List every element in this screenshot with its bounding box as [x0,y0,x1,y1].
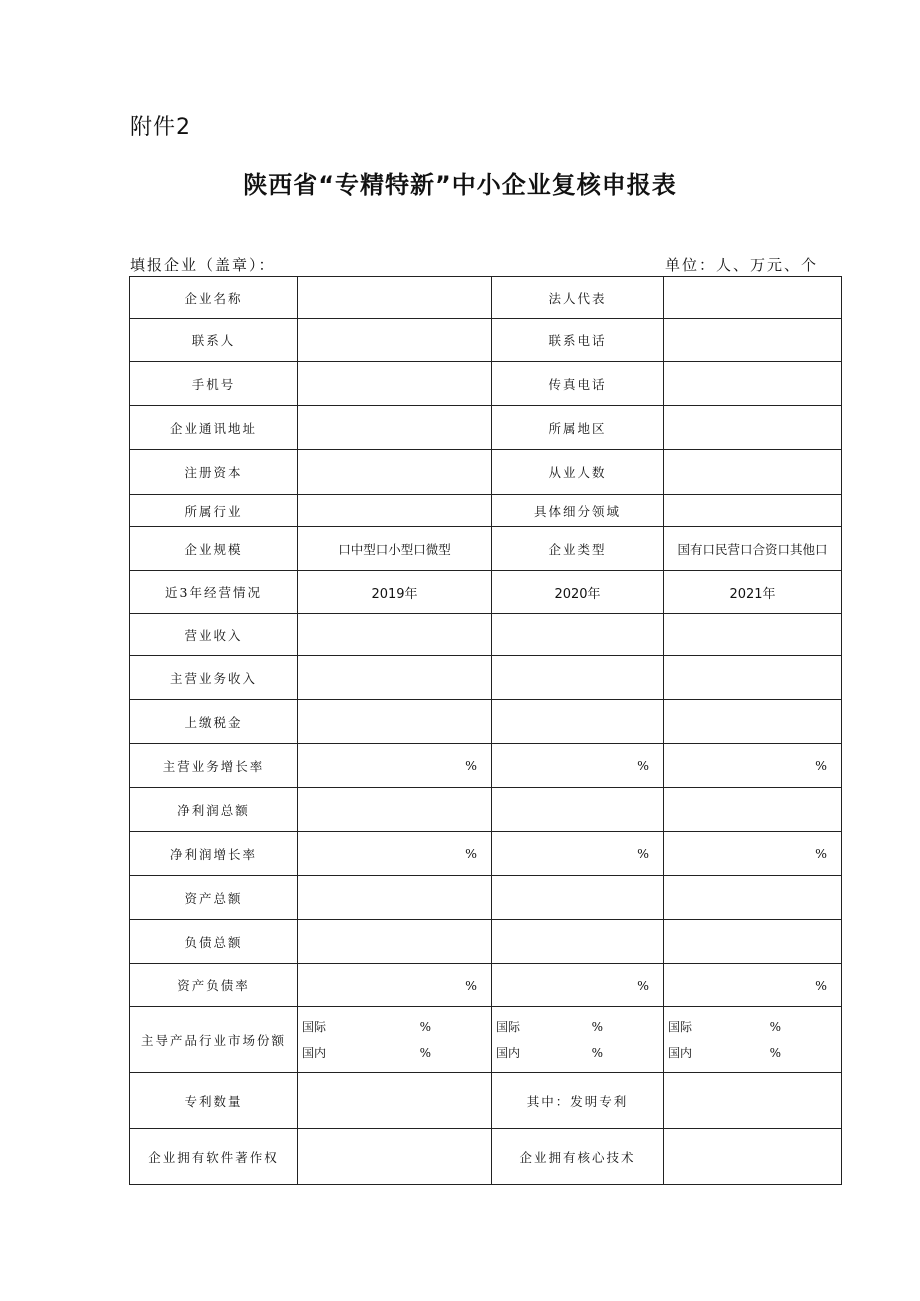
table-row [130,614,842,656]
main-revenue-2019[interactable] [298,656,492,700]
main-revenue-2021[interactable] [664,656,842,700]
pct-sign: % [769,1045,781,1060]
assets-label: 资产总额 [130,876,298,920]
main-revenue-label: 主营业务收入 [130,656,298,700]
region-field[interactable] [664,406,842,450]
net-profit-2020[interactable] [492,788,664,832]
table-row [130,876,842,920]
assets-2019[interactable] [298,876,492,920]
address-field[interactable] [298,406,492,450]
intl-label: 国际 [302,1019,327,1034]
scale-label: 企业规模 [130,527,298,571]
assets-2020[interactable] [492,876,664,920]
core-tech-label: 企业拥有核心技术 [492,1129,664,1185]
market-share-2019[interactable] [298,1007,492,1073]
company-name-label: 企业名称 [130,277,298,319]
software-copyright-label: 企业拥有软件著作权 [130,1129,298,1185]
liabilities-2021[interactable] [664,920,842,964]
scale-options[interactable]: 口中型口小型口微型 [298,527,492,571]
pct-sign: % [769,1019,781,1034]
main-growth-2021[interactable]: % [664,744,842,788]
table-row [130,319,842,362]
year-2021: 2021年 [664,571,842,614]
market-share-2021[interactable] [664,1007,842,1073]
contact-label: 联系人 [130,319,298,362]
revenue-2019[interactable] [298,614,492,656]
company-name-field[interactable] [298,277,492,319]
liabilities-2019[interactable] [298,920,492,964]
attachment-label: 附件2 [130,115,191,140]
table-row [130,450,842,495]
reg-capital-label: 注册资本 [130,450,298,495]
year-2019: 2019年 [298,571,492,614]
table-row [130,920,842,964]
pct-sign: % [419,1045,431,1060]
core-tech-field[interactable] [664,1129,842,1185]
unit-label: 单位：人、万元、个 [665,256,819,274]
ops-label: 近3年经营情况 [130,571,298,614]
tax-label: 上缴税金 [130,700,298,744]
main-growth-2019[interactable]: % [298,744,492,788]
domestic-label: 国内 [496,1045,521,1060]
table-row [130,964,842,1007]
application-form-table [129,276,842,1185]
table-row [130,362,842,406]
legal-rep-field[interactable] [664,277,842,319]
market-share-2020[interactable] [492,1007,664,1073]
table-row [130,744,842,788]
main-growth-2020[interactable]: % [492,744,664,788]
net-profit-2019[interactable] [298,788,492,832]
revenue-label: 营业收入 [130,614,298,656]
market-share-label: 主导产品行业市场份额 [130,1007,298,1073]
contact-field[interactable] [298,319,492,362]
domestic-label: 国内 [302,1045,327,1060]
contact-phone-label: 联系电话 [492,319,664,362]
net-profit-2021[interactable] [664,788,842,832]
invention-patent-label: 其中：发明专利 [492,1073,664,1129]
fax-field[interactable] [664,362,842,406]
sub-field-field[interactable] [664,495,842,527]
table-row [130,527,842,571]
patent-count-field[interactable] [298,1073,492,1129]
patent-count-label: 专利数量 [130,1073,298,1129]
table-row [130,700,842,744]
type-options[interactable]: 国有口民营口合资口其他口 [664,527,842,571]
year-2020: 2020年 [492,571,664,614]
pct-sign: % [591,1019,603,1034]
mobile-field[interactable] [298,362,492,406]
debt-ratio-2020[interactable]: % [492,964,664,1007]
tax-2021[interactable] [664,700,842,744]
tax-2019[interactable] [298,700,492,744]
main-revenue-2020[interactable] [492,656,664,700]
revenue-2021[interactable] [664,614,842,656]
liabilities-label: 负债总额 [130,920,298,964]
type-label: 企业类型 [492,527,664,571]
pct-sign: % [419,1019,431,1034]
contact-phone-field[interactable] [664,319,842,362]
fill-company-label: 填报企业（盖章）： [130,256,276,274]
assets-2021[interactable] [664,876,842,920]
sub-field-label: 具体细分领域 [492,495,664,527]
debt-ratio-2021[interactable]: % [664,964,842,1007]
main-growth-label: 主营业务增长率 [130,744,298,788]
net-profit-label: 净利润总额 [130,788,298,832]
table-row [130,571,842,614]
software-copyright-field[interactable] [298,1129,492,1185]
address-label: 企业通讯地址 [130,406,298,450]
table-row [130,1007,842,1073]
domestic-label: 国内 [668,1045,693,1060]
industry-field[interactable] [298,495,492,527]
reg-capital-field[interactable] [298,450,492,495]
table-row [130,832,842,876]
intl-label: 国际 [496,1019,521,1034]
debt-ratio-label: 资产负债率 [130,964,298,1007]
intl-label: 国际 [668,1019,693,1034]
table-row [130,788,842,832]
tax-2020[interactable] [492,700,664,744]
employees-field[interactable] [664,450,842,495]
profit-growth-2019[interactable]: % [298,832,492,876]
table-row [130,406,842,450]
liabilities-2020[interactable] [492,920,664,964]
profit-growth-2021[interactable]: % [664,832,842,876]
table-row [130,1129,842,1185]
table-row [130,1073,842,1129]
revenue-2020[interactable] [492,614,664,656]
table-row [130,656,842,700]
invention-patent-field[interactable] [664,1073,842,1129]
mobile-label: 手机号 [130,362,298,406]
table-row [130,277,842,319]
debt-ratio-2019[interactable]: % [298,964,492,1007]
profit-growth-2020[interactable]: % [492,832,664,876]
fax-label: 传真电话 [492,362,664,406]
table-row [130,495,842,527]
industry-label: 所属行业 [130,495,298,527]
region-label: 所属地区 [492,406,664,450]
page-title: 陕西省“专精特新”中小企业复核申报表 [243,171,677,199]
legal-rep-label: 法人代表 [492,277,664,319]
pct-sign: % [591,1045,603,1060]
profit-growth-label: 净利润增长率 [130,832,298,876]
employees-label: 从业人数 [492,450,664,495]
